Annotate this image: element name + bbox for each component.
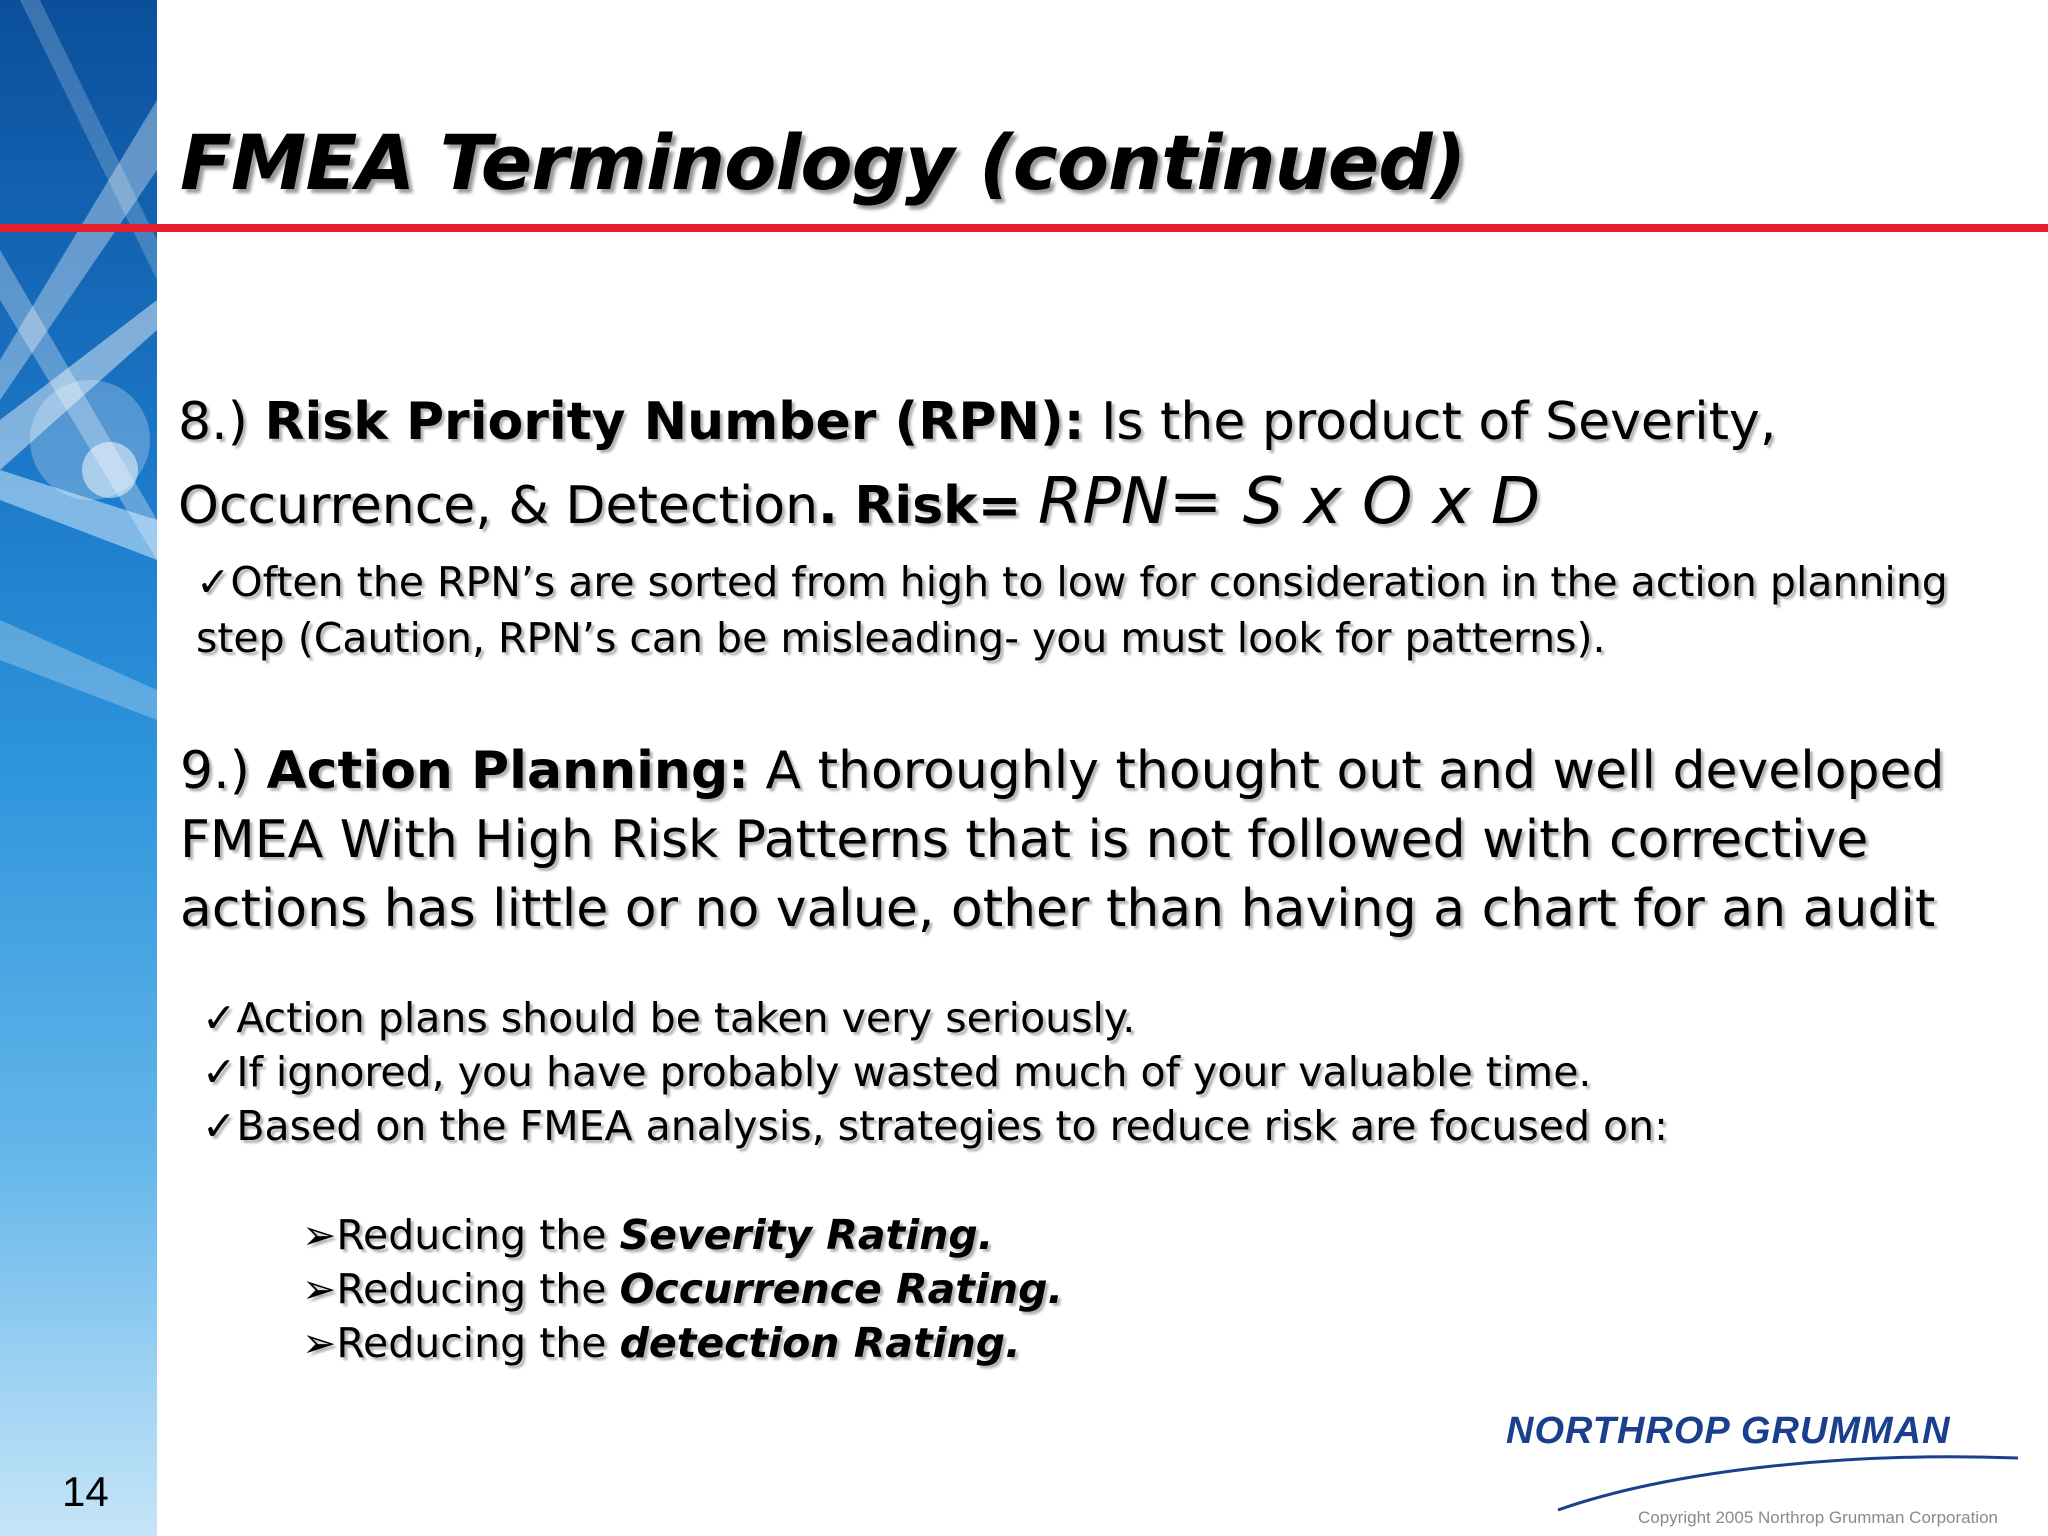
item-9-text: A thoroughly thought out and well developed FMEA With High Risk Patterns that is not followed with corrective actions has little or no value, other than having a chart for an audit: [180, 741, 1945, 939]
checkmark-icon: ✓: [202, 1102, 237, 1150]
northrop-grumman-logo: [1498, 1398, 2038, 1514]
item-9-number: 9.): [180, 741, 250, 801]
item-8-paragraph: [178, 382, 1998, 546]
copyright-notice: Copyright 2005 Northrop Grumman Corporation: [1638, 1508, 1999, 1527]
item-8-text: Is the product of Severity, Occurrence, & Detection: [178, 392, 1777, 536]
action-checklist: [202, 991, 1982, 1153]
list-item: [302, 1262, 1802, 1316]
item-9-term: Action Planning:: [266, 741, 749, 801]
reduction-emphasis: Occurrence Rating.: [619, 1265, 1064, 1313]
risk-reduction-list: [302, 1208, 1802, 1370]
checklist-text: If ignored, you have probably wasted much of your valuable time.: [236, 1048, 1592, 1096]
item-8-number: 8.): [178, 392, 248, 452]
risk-label: Risk=: [854, 476, 1022, 536]
reduction-emphasis: detection Rating.: [619, 1319, 1021, 1367]
list-item: [302, 1208, 1802, 1262]
arrow-bullet-icon: ➢: [302, 1319, 337, 1367]
checkmark-icon: ✓: [202, 994, 237, 1042]
rpn-formula: RPN= S x O x D: [1037, 465, 1541, 539]
checkmark-icon: ✓: [196, 558, 231, 606]
slide-title: FMEA Terminology (continued): [180, 118, 1466, 207]
arrow-bullet-icon: ➢: [302, 1265, 337, 1313]
arrow-bullet-icon: ➢: [302, 1211, 337, 1259]
logo-wordmark: NORTHROP GRUMMAN: [1506, 1410, 1951, 1452]
reduction-prefix: Reducing the: [336, 1265, 607, 1313]
item-8-note: [196, 554, 1976, 666]
reduction-emphasis: Severity Rating.: [619, 1211, 994, 1259]
title-divider: [0, 224, 2048, 232]
list-item: [202, 1045, 1982, 1099]
list-item: [202, 1099, 1982, 1153]
item-9-paragraph: [180, 737, 2020, 944]
reduction-prefix: Reducing the: [336, 1211, 607, 1259]
list-item: [202, 991, 1982, 1045]
item-8-note-text: Often the RPN’s are sorted from high to low for consideration in the action planning step (Caution, RPN’s can be misleading- you must look for patterns).: [196, 558, 1948, 662]
page-number: 14: [62, 1468, 109, 1515]
checkmark-icon: ✓: [202, 1048, 237, 1096]
checklist-text: Action plans should be taken very seriously.: [236, 994, 1136, 1042]
item-8-term: Risk Priority Number (RPN):: [264, 392, 1085, 452]
item-8-period: .: [818, 476, 838, 536]
checklist-text: Based on the FMEA analysis, strategies to reduce risk are focused on:: [236, 1102, 1668, 1150]
logo-swoosh-icon: [1498, 1398, 2038, 1514]
list-item: [302, 1316, 1802, 1370]
reduction-prefix: Reducing the: [336, 1319, 607, 1367]
